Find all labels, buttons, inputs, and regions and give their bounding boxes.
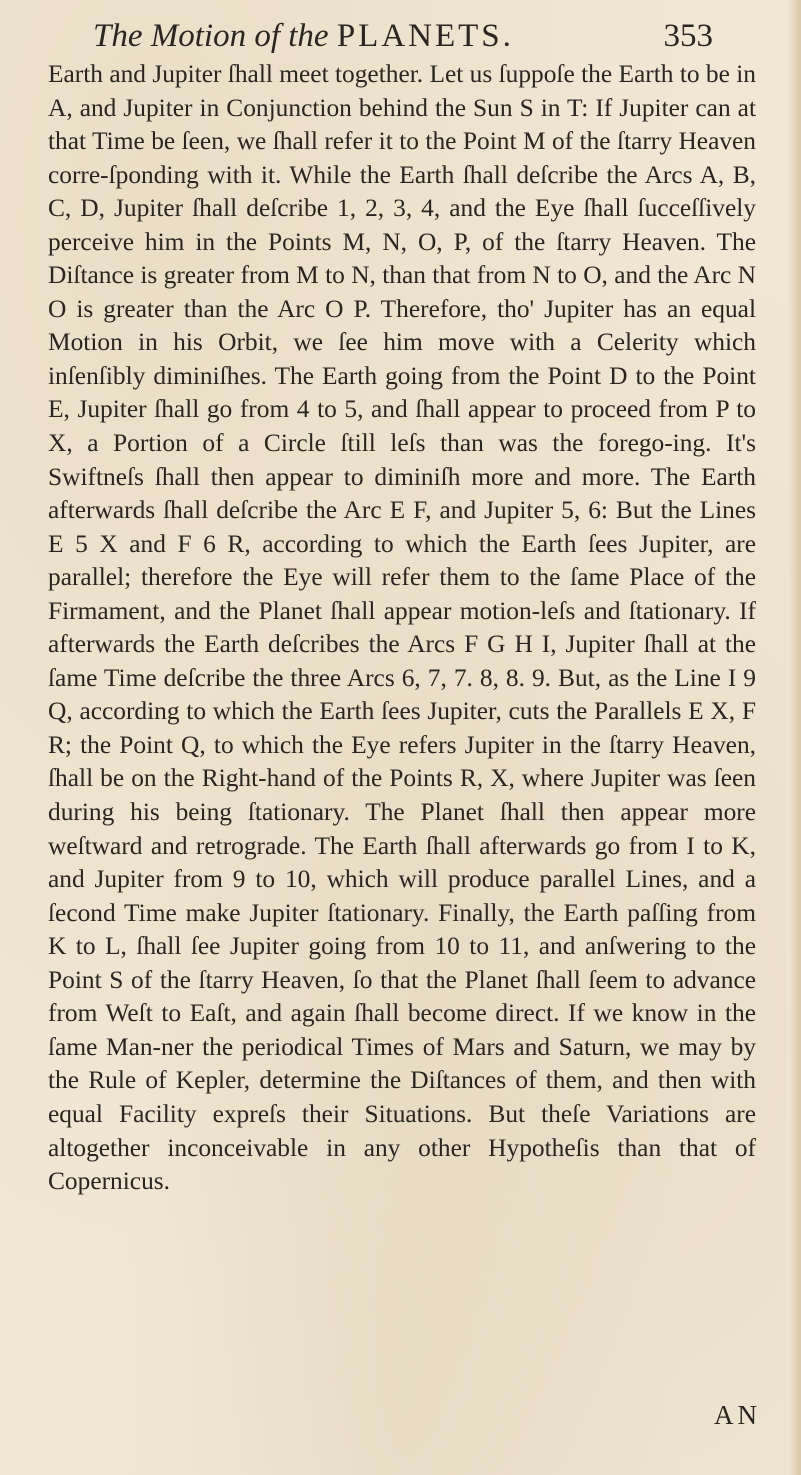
running-head-title-caps: PLANETS. <box>336 18 514 54</box>
page-number: 353 <box>663 18 713 54</box>
body-paragraph: Earth and Jupiter ſhall meet together. Let us ſuppoſe the Earth to be in A, and Jupiter in Conjunction behind the Sun S in T: If Jupiter can at that Time be ſeen, we ſhall refer it to the Point M of the ſtarry Heaven corre-ſponding with it. While the Earth ſhall deſcribe the Arcs A, B, C, D, Jupiter ſhall deſcribe 1, 2, 3, 4, and the Eye ſhall ſucceſſively perceive him in the Points M, N, O, P, of the ſtarry Heaven. The Diſtance is greater from M to N, than that from N to O, and the Arc N O is greater than the Arc O P. Therefore, tho' Jupiter has an equal Motion in his Orbit, we ſee him move with a Celerity which inſenſibly diminiſhes. The Earth going from the Point D to the Point E, Jupiter ſhall go from 4 to 5, and ſhall appear to proceed from P to X, a Portion of a Circle ſtill leſs than was the forego-ing. It's Swiftneſs ſhall then appear to diminiſh more and more. The Earth afterwards ſhall deſcribe the Arc E F, and Jupiter 5, 6: But the Lines E 5 X and F 6 R, according to which the Earth ſees Jupiter, are parallel; therefore the Eye will refer them to the ſame Place of the Firmament, and the Planet ſhall appear motion-leſs and ſtationary. If afterwards the Earth deſcribes the Arcs F G H I, Jupiter ſhall at the ſame Time deſcribe the three Arcs 6, 7, 7. 8, 8. 9. But, as the Line I 9 Q, according to which the Earth ſees Jupiter, cuts the Parallels E X, F R; the Point Q, to which the Eye refers Jupiter in the ſtarry Heaven, ſhall be on the Right-hand of the Points R, X, where Jupiter was ſeen during his being ſtationary. The Planet ſhall then appear more weſtward and retrograde. The Earth ſhall afterwards go from I to K, and Jupiter from 9 to 10, which will produce parallel Lines, and a ſecond Time make Jupiter ſtationary. Finally, the Earth paſſing from K to L, ſhall ſee Jupiter going from 10 to 11, and anſwering to the Point S of the ſtarry Heaven, ſo that the Planet ſhall ſeem to advance from Weſt to Eaſt, and again ſhall become direct. If we know in the ſame Man-ner the periodical Times of Mars and Saturn, we may by the Rule of Kepler, determine the Diſtances of them, and then with equal Facility expreſs their Situations. But theſe Variations are altogether inconceivable in any other Hypotheſis than that of Copernicus. <box>48 60 756 1196</box>
page-edge <box>787 0 801 1475</box>
running-head <box>93 14 713 58</box>
body-text <box>48 58 756 1199</box>
catchword: AN <box>714 1400 761 1430</box>
running-head-title-italic: The Motion of the <box>93 18 329 54</box>
